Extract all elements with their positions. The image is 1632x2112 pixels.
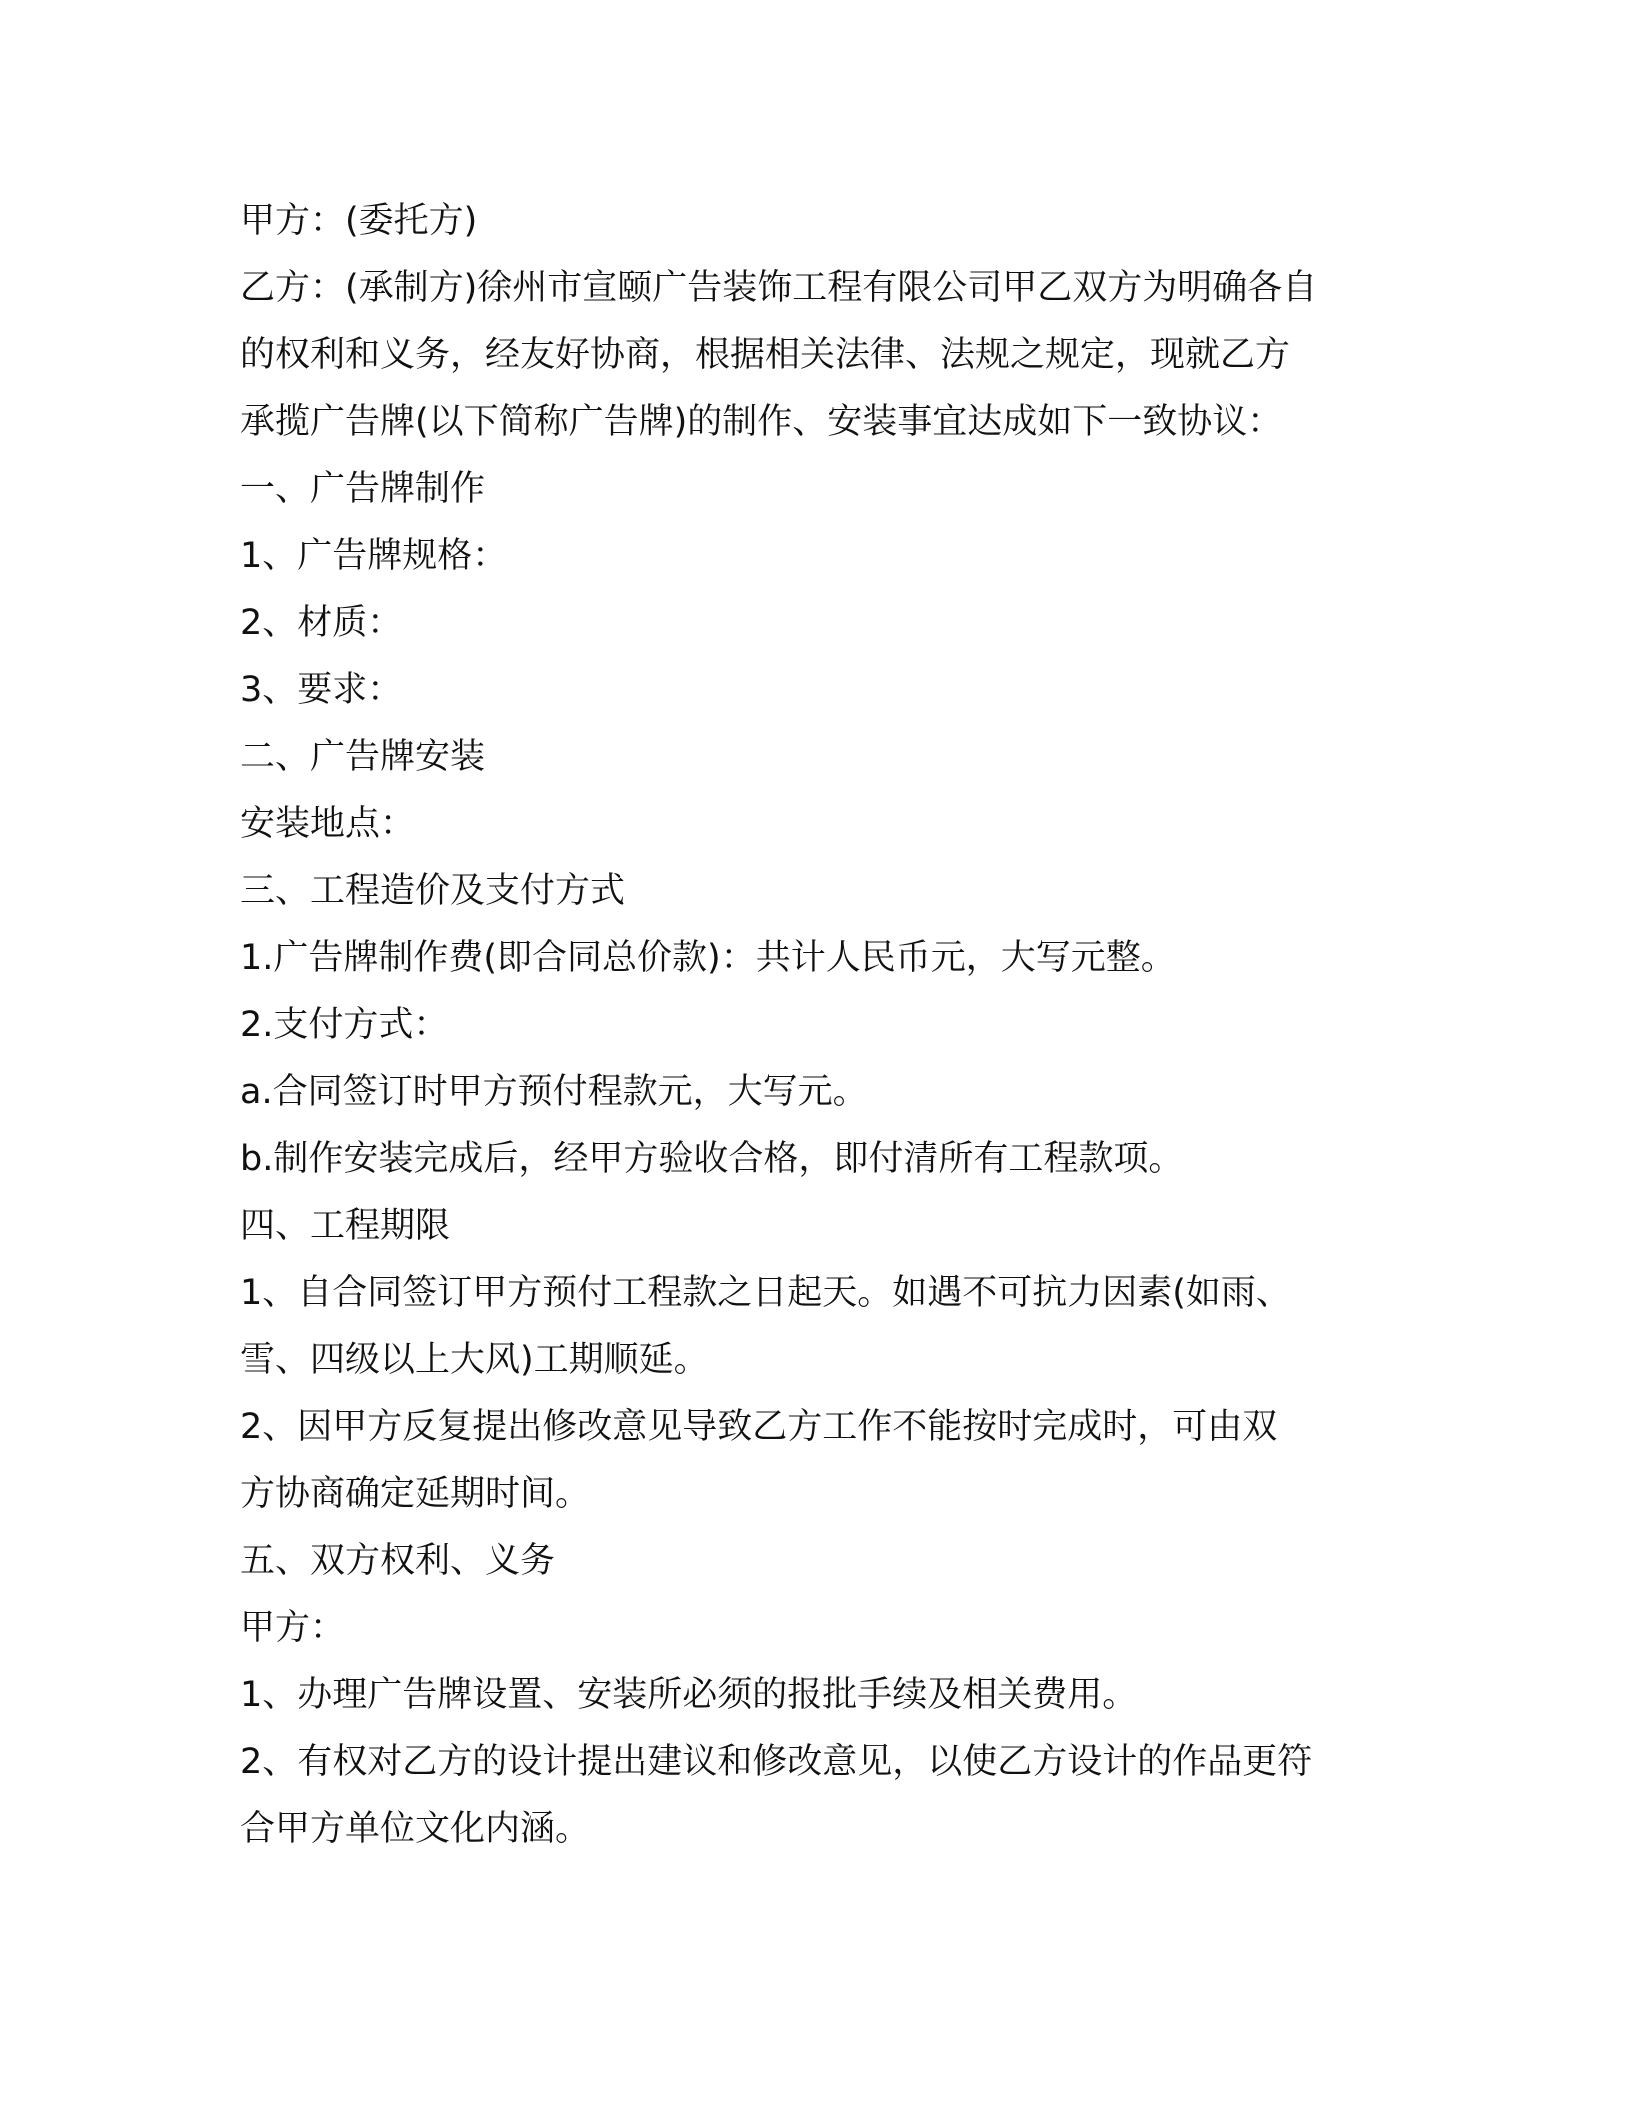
list-item: 1、办理广告牌设置、安装所必须的报批手续及相关费用。: [240, 1675, 1138, 1715]
intro-paragraph-line: 的权利和义务，经友好协商，根据相关法律、法规之规定，现就乙方: [240, 335, 1291, 375]
list-item: 3、要求：: [240, 670, 403, 710]
list-item: 1.广告牌制作费(即合同总价款)：共计人民币元，大写元整。: [240, 938, 1176, 978]
section-heading: 四、工程期限: [240, 1206, 451, 1246]
list-item-continuation: 雪、四级以上大风)工期顺延。: [240, 1340, 709, 1380]
section-heading: 二、广告牌安装: [240, 737, 486, 777]
list-item-continuation: 合甲方单位文化内涵。: [240, 1809, 591, 1849]
list-item: a.合同签订时甲方预付程款元，大写元。: [240, 1072, 868, 1112]
intro-paragraph-line: 承揽广告牌(以下简称广告牌)的制作、安装事宜达成如下一致协议：: [240, 402, 1283, 442]
subsection-label: 甲方：: [240, 1608, 346, 1648]
list-item: 2、材质：: [240, 603, 403, 643]
party-b-line: 乙方：(承制方)徐州市宣颐广告装饰工程有限公司甲乙双方为明确各自: [240, 268, 1318, 308]
list-item-continuation: 方协商确定延期时间。: [240, 1474, 591, 1514]
list-item: 2.支付方式：: [240, 1005, 449, 1045]
section-heading: 五、双方权利、义务: [240, 1541, 556, 1581]
section-heading: 三、工程造价及支付方式: [240, 871, 626, 911]
section-heading: 一、广告牌制作: [240, 469, 486, 509]
list-item: 安装地点：: [240, 804, 416, 844]
list-item: b.制作安装完成后，经甲方验收合格，即付清所有工程款项。: [240, 1139, 1184, 1179]
party-a-line: 甲方：(委托方): [240, 201, 478, 241]
list-item: 1、广告牌规格：: [240, 536, 508, 576]
list-item: 2、因甲方反复提出修改意见导致乙方工作不能按时完成时，可由双: [240, 1407, 1278, 1447]
list-item: 1、自合同签订甲方预付工程款之日起天。如遇不可抗力因素(如雨、: [240, 1273, 1291, 1313]
document-body: [240, 188, 1400, 1863]
list-item: 2、有权对乙方的设计提出建议和修改意见，以使乙方设计的作品更符: [240, 1742, 1313, 1782]
